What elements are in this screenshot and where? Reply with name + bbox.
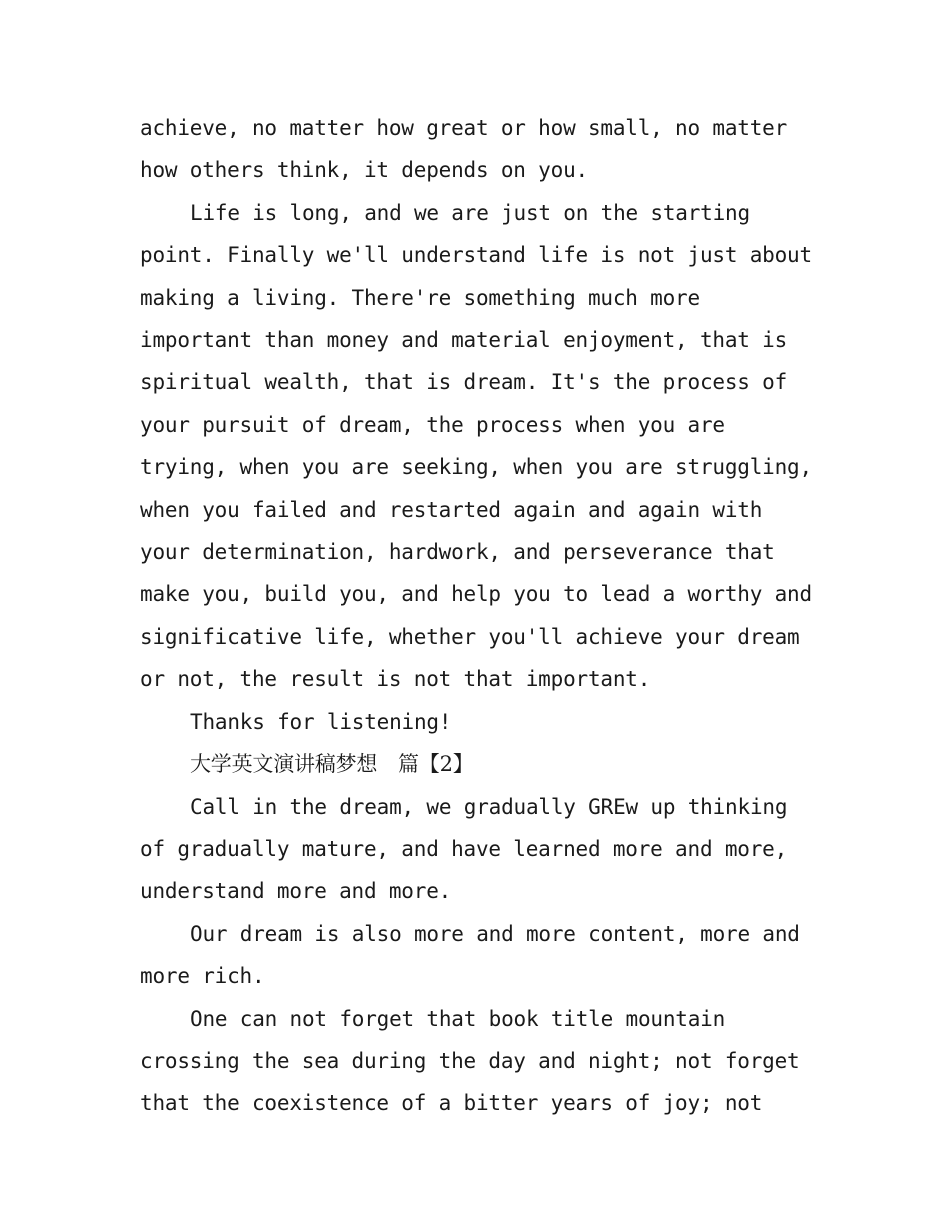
document-page xyxy=(140,107,820,1125)
section-heading: 大学英文演讲稿梦想 篇【2】 xyxy=(190,752,474,777)
paragraph-our-dream: Our dream is also more and more content, more and more rich. xyxy=(140,921,800,989)
paragraph-one-can-not-forget: One can not forget that book title mountain crossing the sea during the day and night; not forget that the coexistence of a bitter years of joy; not xyxy=(140,1006,800,1116)
paragraph-thanks: Thanks for listening! xyxy=(190,709,452,734)
paragraph-continuation: achieve, no matter how great or how small, no matter how others think, it depends on you. xyxy=(140,116,788,183)
paragraph-call-in-dream: Call in the dream, we gradually GREw up thinking of gradually mature, and have learned more and more, understand more and more. xyxy=(140,794,788,904)
paragraph-life-is-long: Life is long, and we are just on the starting point. Finally we'll understand life is not just about making a living. There're something much more important than money and material enjoyment, that is spiritual wealth, that is dream. It's the process of your pursuit of dream, the process when you are trying, when you are seeking, when you are struggling, when you failed and restarted again and again with your determination, hardwork, and perseverance that make you, build you, and help you to lead a worthy and significative life, whether you'll achieve your dream or not, the result is not that important. xyxy=(140,200,812,692)
